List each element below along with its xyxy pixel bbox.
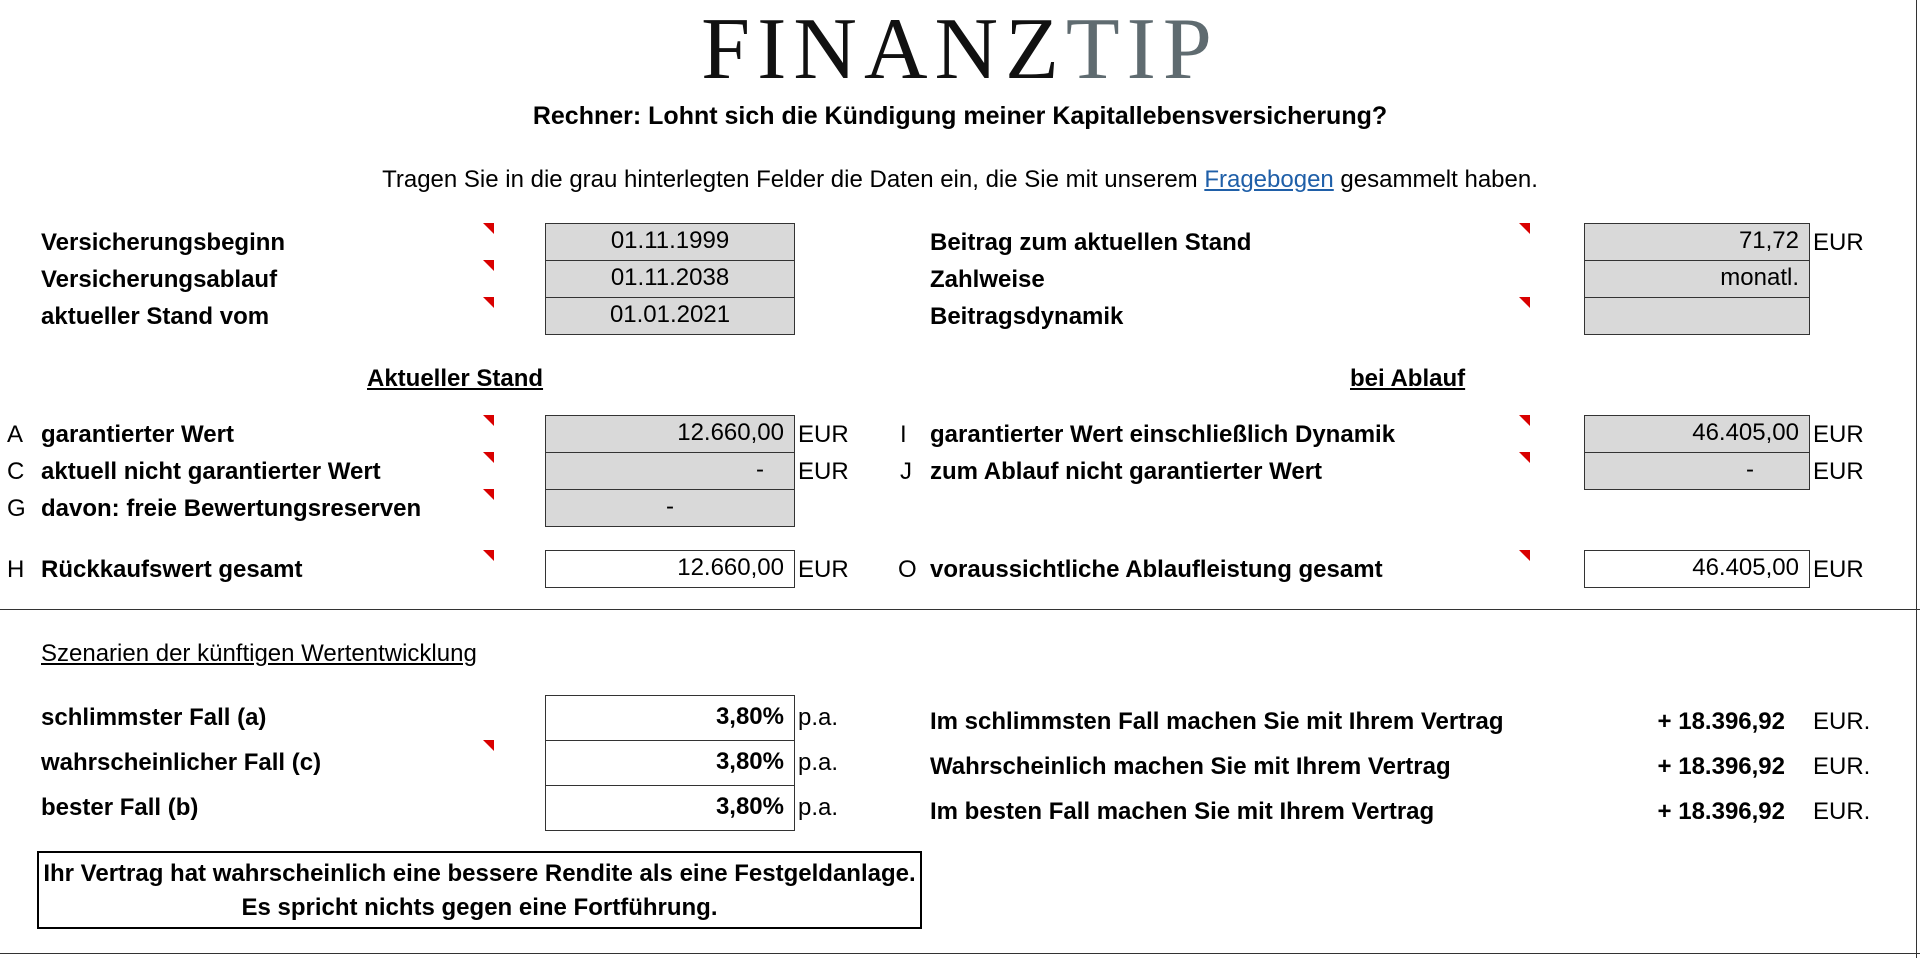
comment-marker[interactable]: [483, 223, 494, 234]
row-letter: C: [7, 458, 25, 485]
comment-marker[interactable]: [483, 550, 494, 561]
label-zahlweise: Zahlweise: [930, 266, 1045, 293]
unit-eur: EUR: [1813, 421, 1864, 448]
input-bewertungsreserven[interactable]: -: [545, 489, 795, 527]
unit-eur: EUR: [1813, 229, 1864, 256]
label-rueckkaufswert: Rückkaufswert gesamt: [41, 556, 303, 583]
bottom-border: [0, 953, 1920, 954]
finanztip-logo: [0, 2, 1920, 98]
row-letter: O: [898, 556, 917, 583]
input-versicherungsbeginn[interactable]: 01.11.1999: [545, 223, 795, 261]
result-text-worst: Im schlimmsten Fall machen Sie mit Ihrem Vertrag: [930, 708, 1504, 735]
row-letter: H: [7, 556, 25, 583]
label-garantierter-wert: garantierter Wert: [41, 421, 234, 448]
section-divider: [0, 609, 1920, 610]
header-aktueller-stand: Aktueller Stand: [367, 365, 544, 392]
intro-before: Tragen Sie in die grau hinterlegten Felder die Daten ein, die Sie mit unserem: [382, 166, 1205, 193]
row-letter: A: [7, 421, 24, 448]
unit-eur: EUR.: [1813, 753, 1871, 780]
unit-pa: p.a.: [798, 704, 839, 731]
rate-bester-fall[interactable]: 3,80%: [545, 785, 795, 831]
input-nicht-garantierter-wert[interactable]: -: [545, 452, 795, 490]
comment-marker[interactable]: [483, 260, 494, 271]
comment-marker[interactable]: [1519, 223, 1530, 234]
label-versicherungsablauf: Versicherungsablauf: [41, 266, 278, 293]
label-aktueller-stand-vom: aktueller Stand vom: [41, 303, 270, 330]
input-garantierter-wert-dynamik[interactable]: 46.405,00: [1584, 415, 1810, 453]
unit-eur: EUR: [798, 556, 849, 583]
page-title: Rechner: Lohnt sich die Kündigung meiner Kapitallebensversicherung?: [532, 102, 1388, 130]
row-letter: I: [900, 421, 907, 448]
intro-text: [0, 166, 1920, 194]
label-beitrag: Beitrag zum aktuellen Stand: [930, 229, 1252, 256]
unit-eur: EUR.: [1813, 798, 1871, 825]
result-amount-worst: + 18.396,92: [1657, 708, 1785, 735]
comment-marker[interactable]: [1519, 452, 1530, 463]
comment-marker[interactable]: [483, 297, 494, 308]
row-letter: G: [7, 495, 26, 522]
label-nicht-garantierter-wert: aktuell nicht garantierter Wert: [41, 458, 381, 485]
label-garantierter-wert-dynamik: garantierter Wert einschließlich Dynamik: [930, 421, 1396, 448]
comment-marker[interactable]: [483, 740, 494, 751]
logo-part-finanz: FINANZ: [701, 1, 1066, 98]
unit-eur: EUR.: [1813, 708, 1871, 735]
header-bei-ablauf: bei Ablauf: [1350, 365, 1466, 392]
comment-marker[interactable]: [483, 489, 494, 500]
label-bester-fall: bester Fall (b): [41, 794, 199, 821]
label-bewertungsreserven: davon: freie Bewertungsreserven: [41, 495, 422, 522]
label-ablaufleistung: voraussichtliche Ablaufleistung gesamt: [930, 556, 1383, 583]
comment-marker[interactable]: [483, 415, 494, 426]
comment-marker[interactable]: [483, 452, 494, 463]
unit-eur: EUR: [1813, 556, 1864, 583]
input-zahlweise[interactable]: monatl.: [1584, 260, 1810, 298]
rate-schlimmster-fall[interactable]: 3,80%: [545, 695, 795, 741]
unit-eur: EUR: [798, 458, 849, 485]
input-aktueller-stand-vom[interactable]: 01.01.2021: [545, 297, 795, 335]
input-beitrag[interactable]: 71,72: [1584, 223, 1810, 261]
result-text-likely: Wahrscheinlich machen Sie mit Ihrem Vertrag: [930, 753, 1451, 780]
intro-after: gesammelt haben.: [1333, 166, 1538, 193]
input-beitragsdynamik[interactable]: [1584, 297, 1810, 335]
comment-marker[interactable]: [1519, 297, 1530, 308]
comment-marker[interactable]: [1519, 550, 1530, 561]
label-ablauf-nicht-garantiert: zum Ablauf nicht garantierter Wert: [930, 458, 1323, 485]
label-beitragsdynamik: Beitragsdynamik: [930, 303, 1124, 330]
right-border: [1916, 0, 1917, 958]
result-amount-best: + 18.396,92: [1657, 798, 1785, 825]
label-wahrscheinlicher-fall: wahrscheinlicher Fall (c): [41, 749, 322, 776]
row-letter: J: [900, 458, 912, 485]
value-ablaufleistung: 46.405,00: [1584, 550, 1810, 588]
input-garantierter-wert[interactable]: 12.660,00: [545, 415, 795, 453]
comment-marker[interactable]: [1519, 415, 1530, 426]
scenarios-header: Szenarien der künftigen Wertentwicklung: [41, 640, 477, 667]
unit-pa: p.a.: [798, 794, 839, 821]
logo-part-tip: TIP: [1065, 1, 1219, 98]
unit-pa: p.a.: [798, 749, 839, 776]
input-ablauf-nicht-garantiert[interactable]: -: [1584, 452, 1810, 490]
fragebogen-link[interactable]: Fragebogen: [1204, 166, 1334, 193]
unit-eur: EUR: [798, 421, 849, 448]
verdict-box: Ihr Vertrag hat wahrscheinlich eine bessere Rendite als eine Festgeldanlage. Es spricht nichts gegen eine Fortführung.: [37, 851, 922, 929]
label-schlimmster-fall: schlimmster Fall (a): [41, 704, 267, 731]
input-versicherungsablauf[interactable]: 01.11.2038: [545, 260, 795, 298]
rate-wahrscheinlicher-fall[interactable]: 3,80%: [545, 740, 795, 786]
value-rueckkaufswert: 12.660,00: [545, 550, 795, 588]
unit-eur: EUR: [1813, 458, 1864, 485]
result-text-best: Im besten Fall machen Sie mit Ihrem Vertrag: [930, 798, 1435, 825]
label-versicherungsbeginn: Versicherungsbeginn: [41, 229, 286, 256]
result-amount-likely: + 18.396,92: [1657, 753, 1785, 780]
